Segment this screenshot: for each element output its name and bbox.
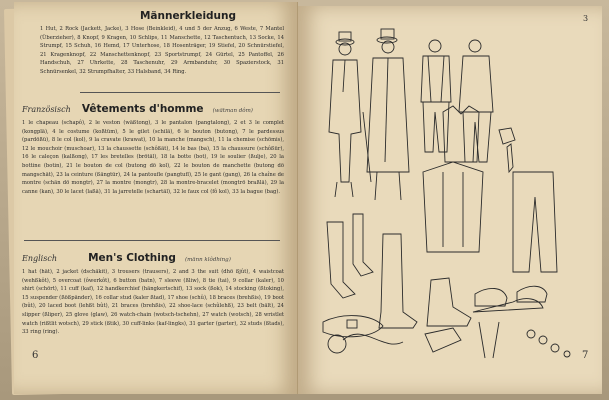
german-title: Männerkleidung <box>139 10 237 22</box>
french-transcription: (wätman dôm) <box>212 108 253 114</box>
english-text: 1 hat (hät), 2 jacket (dschäkit), 3 trousers (trausers), 2 and 3 the suit (dhö ßjût), 4 waistcoat (wehßkôt), 5 overcoat (ôwerkôt), 6 button (batn), 7 sleeve (ßliw), 8 tie (tai), 9 collar (kaler), 10 shirt (schört), 11 cuff (kaf), 12 handkerchief (hängkertschif), 13 sock (ßok), 14 stocking (ßtoking), 15 suspender (ßößpänder), 16 collar stud (kaler ßtad), 17 shoe (schû), 18 braces (brehßis), 19 boot (bût), 20 laced boot (lehßt bût), 21 braces (brehßis), 22 shoe-lace (schûlehß), 23 belt (bält), 24 slipper (ßliper), 25 glove (glaw), 26 watch-chain (wotsch-tschehn), 27 watch (wotsch), 28 wristlet watch (rißtlit wotsch), 29 stick (ßtik), 30 cuff-links (kaf-lingks), 31 garter (garter), 32 studs (ßtads), 33 ring (ring). <box>22 269 284 336</box>
page-number-left: 6 <box>32 350 39 361</box>
french-lang-label: Französisch <box>22 105 71 114</box>
english-title: Men's Clothing <box>88 252 176 264</box>
french-text: 1 le chapeau (schapô), 2 le veston (wäßtong), 3 le pantalon (pangtalong), 2 et 3 le complet (kongplä), 4 le costume (koßtüm), 5 le gilet (schilä), 6 le bouton (butong), 7 le pardessus (pardößü), 8 le col (kol), 9 la cravate (krawat), 10 la manche (mangsch), 11 la chemise (schömis), 12 le mouchoir (muschoar), 13 la chaussette (schôßät), 14 le bas (ba), 15 la chaussure (schôßür), 16 le caleçon (kalßong), 17 les bretelles (brötäl), 18 la botte (bot), 19 le soulier (ßulje), 20 la bottine (botin), 21 le bouton de col (butong dö kol), 22 le bouton de manchette (butong dö mangschät), 23 la ceinture (ßängtür), 24 la pantoufle (pangtufl), 25 le gant (gang), 26 la chaîne de montre (schän dö mongtr), 27 la montre (mongtr), 28 la montre-bracelet (mongtrö braßlä), 29 la canne (kan), 30 le lacet (laßä), 31 la jarretelle (schartäl), 32 le faux col (fô kol), 33 la bague (bag). <box>22 120 284 195</box>
divider <box>80 92 280 93</box>
english-transcription: (männ klôdhing) <box>184 257 231 263</box>
english-lang-label: Englisch <box>22 254 57 263</box>
divider <box>24 240 280 241</box>
page-number-right: 7 <box>582 350 589 361</box>
page-number-top: 3 <box>583 14 589 23</box>
german-text: 1 Hut, 2 Rock (Jackett, Jacke), 3 Hose (Beinkleid), 4 und 5 der Anzug, 6 Weste, 7 Mantel (Überzieher), 8 Knopf, 9 Kragen, 10 Schlips, 11 Manschette, 12 Taschentuch, 13 Socke, 14 Strumpf, 15 Schuh, 16 Hemd, 17 Unterhose, 18 Hosenträger, 19 Stiefel, 20 Schnürstiefel, 21 Kragenknopf, 22 Manschettenknopf, 23 Sportstrumpf, 24 Gürtel, 25 Pantoffel, 26 Handschuh, 27 Uhrkette, 28 Taschenuhr, 29 Armbanduhr, 30 Spazierstock, 31 Schnürsenkel, 32 Strumpfhalter, 33 Halsband, 34 Ring. <box>40 26 284 75</box>
french-title: Vêtements d'homme <box>81 103 204 115</box>
french-section <box>22 97 284 196</box>
german-section <box>22 10 284 77</box>
english-section <box>22 246 284 337</box>
clothing-illustration <box>303 22 595 362</box>
